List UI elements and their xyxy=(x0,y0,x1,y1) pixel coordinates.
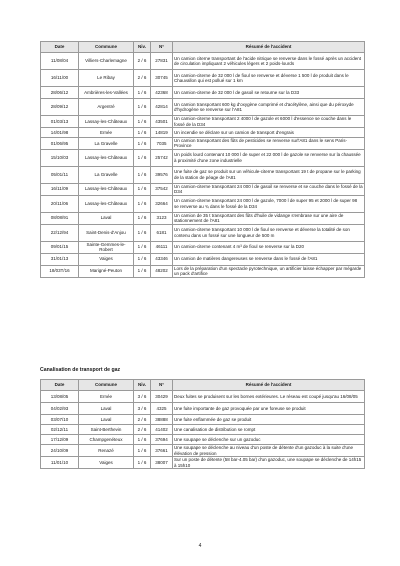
col-header-niv: Niv. xyxy=(134,42,151,53)
cell-commune: Vaiges xyxy=(79,253,134,265)
table-row xyxy=(41,138,365,150)
cell-resume: Un camion citerne transportant de l'acide nitrique se renverse dans le fossé après un accident de circulation impliquant 2 véhicules légers et 2 poids-lourds xyxy=(173,53,365,70)
table-row xyxy=(41,70,365,87)
cell-resume: Un camion-citerne contenant 4 m³ de fioul se renverse sur la D20 xyxy=(173,241,365,253)
cell-date: 04/02/93 xyxy=(41,403,79,415)
cell-niv: 1 / 6 xyxy=(134,87,151,99)
cell-commune: Ambrières-les-Vallées xyxy=(79,87,134,99)
table-header-row xyxy=(41,380,365,391)
col-header-commune: Commune xyxy=(79,42,134,53)
table-row xyxy=(41,445,365,457)
cell-num: 25742 xyxy=(151,149,173,166)
cell-num: 37661 xyxy=(151,445,173,457)
cell-resume: Un camion transportant 600 kg d'oxygène comprimé et d'acétylène, ainsi que du péroxyde d'hydrogène se renverse sur l'A81 xyxy=(173,99,365,116)
cell-resume: Une soupape se déclenche au niveau d'un poste de détente d'un gazoduc à la suite d'une élévation de pression xyxy=(173,445,365,457)
table-row xyxy=(41,253,365,265)
table-row xyxy=(41,53,365,70)
cell-date: 13/08/05 xyxy=(41,391,79,403)
cell-commune: Renazé xyxy=(79,445,134,457)
cell-resume: Deux fuites se produisent sur les bornes extérieures. Le réseau est coupé jusqu'au 16/08/05 xyxy=(173,391,365,403)
table-row xyxy=(41,87,365,99)
table-row xyxy=(41,265,365,277)
cell-commune: Lassay-les-Châteaux xyxy=(79,195,134,212)
cell-commune: Ernée xyxy=(79,128,134,138)
cell-num: 42368 xyxy=(151,87,173,99)
cell-niv: 1 / 6 xyxy=(134,149,151,166)
cell-num: 4325 xyxy=(151,403,173,415)
cell-date: 15/10/03 xyxy=(41,149,79,166)
cell-niv: 2 / 6 xyxy=(134,425,151,435)
cell-num: 6181 xyxy=(151,224,173,241)
cell-commune: Argentré xyxy=(79,99,134,116)
table-row xyxy=(41,391,365,403)
cell-resume: Lors de la préparation d'un spectacle pyrotechnique, un artificier laisse échapper par mégarde un pack d'artifice xyxy=(173,265,365,277)
table-row xyxy=(41,166,365,183)
table-row xyxy=(41,212,365,224)
cell-date: 20/11/06 xyxy=(41,195,79,212)
cell-date: 02/12/11 xyxy=(41,425,79,435)
cell-date: 17/12/09 xyxy=(41,435,79,445)
cell-num: 37542 xyxy=(151,183,173,195)
cell-niv: 2 / 6 xyxy=(134,53,151,70)
col-header-num: N° xyxy=(151,380,173,391)
cell-num: 7035 xyxy=(151,138,173,150)
cell-resume: Sur un poste de détente (58 bar-4.05 bar) d'un gazoduc, une soupape se déclenche de 14h15 à 15h10 xyxy=(173,457,365,469)
cell-date: 05/01/11 xyxy=(41,166,79,183)
cell-niv: 1 / 6 xyxy=(134,445,151,457)
cell-niv: 1 / 6 xyxy=(134,457,151,469)
cell-num: 27831 xyxy=(151,53,173,70)
cell-num: 30429 xyxy=(151,391,173,403)
table-row xyxy=(41,435,365,445)
cell-date: 31/01/13 xyxy=(41,253,79,265)
cell-date: 03/07/10 xyxy=(41,415,79,425)
cell-commune: La Gravelle xyxy=(79,138,134,150)
cell-resume: Un camion-citerne transportant 24 000 l de gazole, 7000 l de super 95 et 2000 l de super 98 se renverse au ¾ dans le fossé de la D34 xyxy=(173,195,365,212)
cell-commune: Marigné-Peuton xyxy=(79,265,134,277)
cell-commune: Lassay-les-Châteaux xyxy=(79,183,134,195)
cell-niv: 1 / 6 xyxy=(134,166,151,183)
cell-num: 32664 xyxy=(151,195,173,212)
cell-niv: 1 / 6 xyxy=(134,265,151,277)
accidents-table-hazmat xyxy=(40,41,365,278)
col-header-num: N° xyxy=(151,42,173,53)
cell-num: 39576 xyxy=(151,166,173,183)
cell-date: 24/10/09 xyxy=(41,445,79,457)
table-row xyxy=(41,415,365,425)
cell-resume: Un camion-citerne transportant 2 4000 l de gazole et 6000 l d'essence se couche dans le fossé de la D34 xyxy=(173,116,365,128)
cell-num: 38007 xyxy=(151,457,173,469)
cell-num: 43501 xyxy=(151,116,173,128)
table-header-row xyxy=(41,42,365,53)
cell-date: 18/03T/16 xyxy=(41,265,79,277)
cell-niv: 1 / 6 xyxy=(134,99,151,116)
cell-num: 43346 xyxy=(151,253,173,265)
cell-resume: Un camion de matières dangereuses se renverse dans le fossé de l'A81 xyxy=(173,253,365,265)
col-header-date: Date xyxy=(41,42,79,53)
cell-resume: Un camion-citerne de 32 000 l de gasoil se retourne sur la D33 xyxy=(173,87,365,99)
cell-niv: 1 / 6 xyxy=(134,183,151,195)
col-header-niv: Niv. xyxy=(134,380,151,391)
cell-commune: Lassay-les-Châteaux xyxy=(79,149,134,166)
cell-commune: Saint-Berthevin xyxy=(79,425,134,435)
cell-num: 41402 xyxy=(151,425,173,435)
table-body xyxy=(41,53,365,278)
section-title: Canalisation de transport de gaz xyxy=(40,367,121,373)
table-row xyxy=(41,241,365,253)
table-row xyxy=(41,195,365,212)
cell-resume: Un camion-citerne transportant 10 000 l de fioul se renverse et déverse la totalité de son contenu dans un fossé sur une longueur de 500 m xyxy=(173,224,365,241)
cell-niv: 1 / 6 xyxy=(134,195,151,212)
cell-commune: Ernée xyxy=(79,391,134,403)
cell-commune: Champgenéteux xyxy=(79,435,134,445)
cell-niv: 3 / 6 xyxy=(134,403,151,415)
cell-resume: Une fuite enflammée de gaz se produit xyxy=(173,415,365,425)
cell-resume: Une fuite de gaz se produit sur un véhicule-citerne transportant 19 t de propane sur le parking de la station de péage de l'A81 xyxy=(173,166,365,183)
cell-date: 16/11/00 xyxy=(41,70,79,87)
table-row xyxy=(41,425,365,435)
cell-commune: Vaiges xyxy=(79,457,134,469)
accidents-table-gas xyxy=(40,379,365,469)
cell-commune: Lassay-les-Châteaux xyxy=(79,116,134,128)
cell-resume: Un camion de 35 t transportant des fûts d'huile de vidange s'embrase sur une aire de stationnement de l'A81 xyxy=(173,212,365,224)
table-row xyxy=(41,403,365,415)
cell-niv: 1 / 6 xyxy=(134,435,151,445)
table-row xyxy=(41,183,365,195)
table-row xyxy=(41,116,365,128)
cell-commune: Laval xyxy=(79,403,134,415)
cell-num: 42814 xyxy=(151,99,173,116)
cell-commune: Le Ribay xyxy=(79,70,134,87)
table-row xyxy=(41,457,365,469)
cell-num: 30745 xyxy=(151,70,173,87)
cell-niv: 1 / 6 xyxy=(134,224,151,241)
table-row xyxy=(41,224,365,241)
table-row xyxy=(41,128,365,138)
cell-date: 14/01/98 xyxy=(41,128,79,138)
cell-date: 09/01/15 xyxy=(41,241,79,253)
col-header-commune: Commune xyxy=(79,380,134,391)
cell-resume: Un camion-citerne transportant 24 000 l de gasoil se renverse et se couche dans le fossé de la D34 xyxy=(174,183,363,195)
cell-num: 14819 xyxy=(151,128,173,138)
cell-num: 37694 xyxy=(151,435,173,445)
cell-niv: 3 / 6 xyxy=(134,391,151,403)
cell-resume: Un incendie se déclare sur un camion de transport d'engrais xyxy=(173,128,365,138)
cell-date: 22/12/94 xyxy=(41,224,79,241)
page-number: 4 xyxy=(198,543,202,549)
cell-resume: Un camion-citerne de 32 000 l de fioul se renverse et déverse 1 500 l de produit dans le Chauvallon qui est pollué sur 1 km xyxy=(173,70,365,87)
cell-date: 11/01/10 xyxy=(41,457,79,469)
cell-commune: La Gravelle xyxy=(79,166,134,183)
cell-resume: Un poids lourd contenant 10 000 l de super et 22 000 l de gazole se renverse sur la chaussée à proximité d'une zone industrielle xyxy=(173,149,365,166)
cell-commune: Villiers-Charlemagne xyxy=(79,53,134,70)
col-header-resume: Résumé de l'accident xyxy=(173,380,365,391)
cell-niv: 1 / 6 xyxy=(134,138,151,150)
cell-date: 01/03/13 xyxy=(41,116,79,128)
cell-date: 11/08/04 xyxy=(41,53,79,70)
cell-num: 3123 xyxy=(151,212,173,224)
cell-niv: 2 / 6 xyxy=(134,70,151,87)
col-header-date: Date xyxy=(41,380,79,391)
cell-niv: 1 / 6 xyxy=(134,212,151,224)
cell-niv: 2 / 6 xyxy=(134,415,151,425)
table-row xyxy=(41,149,365,166)
cell-date: 08/08/91 xyxy=(41,212,79,224)
cell-commune: Laval xyxy=(79,212,134,224)
cell-commune: Saint-Denis-d'Anjou xyxy=(79,224,134,241)
cell-commune: Laval xyxy=(79,415,134,425)
cell-num: 46111 xyxy=(151,241,173,253)
cell-date: 16/11/09 xyxy=(41,183,79,195)
cell-resume: Une fuite importante de gaz provoquée par une foreuse se produit xyxy=(173,403,365,415)
cell-date: 28/06/12 xyxy=(41,87,79,99)
cell-niv: 1 / 6 xyxy=(134,241,151,253)
cell-num: 38888 xyxy=(151,415,173,425)
cell-commune: Sainte-Gemmes-le-Robert xyxy=(79,241,134,253)
cell-date: 01/06/95 xyxy=(41,138,79,150)
cell-num: 48202 xyxy=(151,265,173,277)
cell-niv: 1 / 6 xyxy=(134,116,151,128)
cell-resume: Un camion transportant des fûts de pesticides se renverse surl'A81 dans le sens Paris-Province xyxy=(173,138,365,150)
table-row xyxy=(41,99,365,116)
cell-niv: 1 / 6 xyxy=(134,128,151,138)
cell-date: 28/09/12 xyxy=(41,99,79,116)
col-header-resume: Résumé de l'accident xyxy=(173,42,365,53)
cell-niv: 1 / 6 xyxy=(134,253,151,265)
cell-resume: Une canalisation de distribution se rompt xyxy=(173,425,365,435)
table-body xyxy=(41,391,365,469)
cell-resume: Une soupape se déclenche sur un gazoduc xyxy=(173,435,365,445)
